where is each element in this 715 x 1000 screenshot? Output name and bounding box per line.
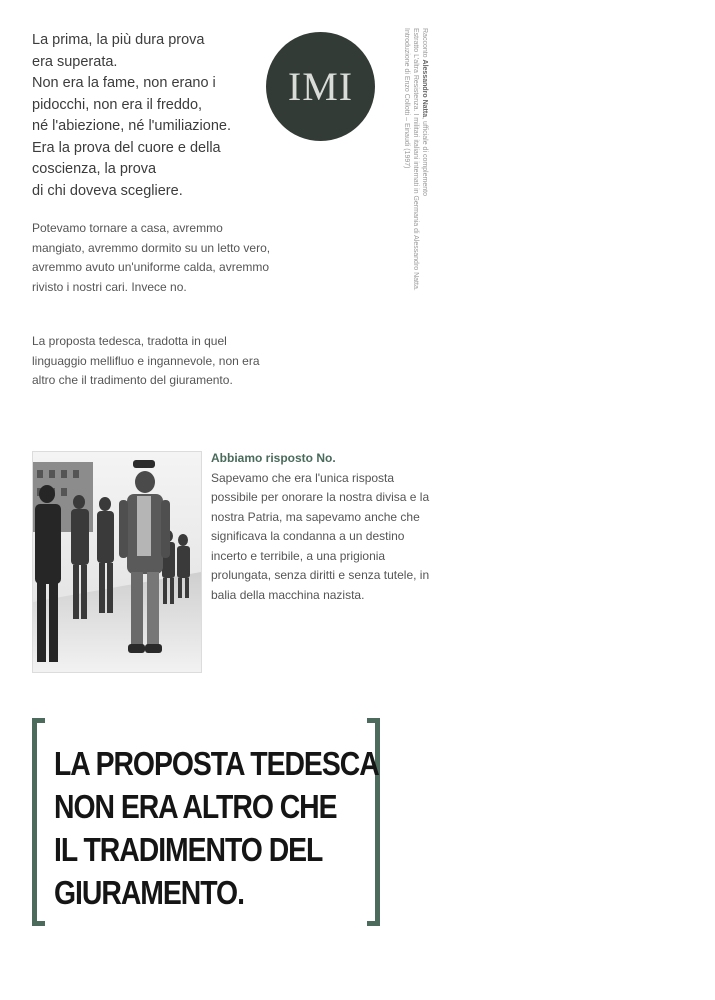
intro-line: di chi doveva scegliere. — [32, 182, 183, 199]
intro-line: coscienza, la prova — [32, 161, 157, 177]
intro-text — [32, 30, 272, 202]
answer-block — [211, 449, 441, 605]
answer-body: Sapevamo che era l'unica risposta possibile per onorare la nostra divisa e la nostra Patria, ma sapevamo anche che significava la condanna a un destino incerto e terribile, a una prigionia prolungata, senza diritti e senza tutele, in balia della macchina nazista. — [211, 470, 430, 602]
logo-text: IMI — [287, 64, 354, 109]
quote-line: NON ERA ALTRO CHE — [54, 788, 337, 825]
credits-prefix: Racconto — [421, 28, 428, 58]
paragraph-german-proposal: La proposta tedesca, tradotta in quel linguaggio mellifluo e ingannevole, non era altro che il tradimento del giuramento. — [32, 334, 260, 387]
pull-quote-text — [54, 742, 379, 914]
quote-line: LA PROPOSTA TEDESCA — [54, 745, 379, 782]
photo-illustration — [33, 452, 201, 672]
credits-vertical — [402, 28, 429, 328]
credits-line-1 — [420, 28, 429, 328]
quote-line: IL TRADIMENTO DEL — [54, 831, 323, 868]
credits-author: Alessandro Natta — [421, 59, 428, 118]
quote-line: GIURAMENTO. — [54, 874, 244, 911]
left-bracket — [32, 718, 45, 926]
credits-line-3: Introduzione di Enzo Collotti – Einaudi (1997) — [403, 28, 410, 169]
intro-line: pidocchi, non era il freddo, — [32, 96, 203, 113]
pull-quote — [32, 718, 380, 930]
intro-line: era superata. — [32, 53, 118, 70]
credits-role: , ufficiale di complemento — [421, 117, 428, 196]
intro-line: né l'abiezione, né l'umiliazione. — [32, 118, 231, 134]
intro-line: La prima, la più dura prova — [32, 32, 205, 48]
intro-line: Non era la fame, non erano i — [32, 75, 216, 91]
credits-line-2: Estratto L'altra Resistenza. I militari italiani internati in Germania di Alessandro Natta. — [412, 28, 419, 291]
paragraph-go-home: Potevamo tornare a casa, avremmo mangiato, avremmo dormito su un letto vero, avremmo avuto un'uniforme calda, avremmo rivisto i nostri cari. Invece no. — [32, 221, 271, 294]
intro-line: Era la prova del cuore e della — [32, 139, 221, 156]
marching-prisoners-photo — [32, 451, 202, 673]
answer-heading: Abbiamo risposto No. — [211, 451, 336, 465]
imi-logo — [266, 32, 375, 141]
